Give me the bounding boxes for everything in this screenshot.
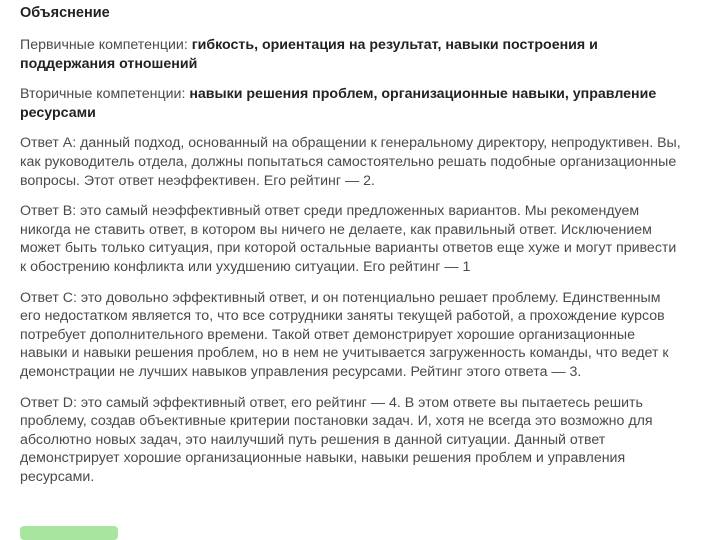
answer-a-text: Ответ А: данный подход, основанный на обращении к генеральному директору, непродуктивен. Вы, как руководитель отдела, должны попытаться самостоятельно решать подобные организационные вопросы. Этот ответ неэффективен. Его рейтинг — 2.: [20, 135, 681, 189]
answer-b-text: Ответ B: это самый неэффективный ответ среди предложенных вариантов. Мы рекомендуем никогда не ставить ответ, в котором вы ничего не делаете, как правильный ответ. Исключением может быть только ситуация, при которой остальные варианты ответов еще хуже и могут привести к обострению конфликта или ухудшению ситуации. Его рейтинг — 1: [20, 203, 677, 275]
answer-d-text: Ответ D: это самый эффективный ответ, его рейтинг — 4. В этом ответе вы пытаетесь решить проблему, создав объективные критерии постановки задач. И, хотя не всегда это возможно для абсолютно новых задач, это наилучший путь решения в данной ситуации. Данный ответ демонстрирует хорошие организационные навыки, навыки решения проблем и управления ресурсами.: [20, 394, 653, 485]
secondary-competencies: [20, 85, 684, 122]
secondary-competencies-value: навыки решения проблем, организационные навыки, управление ресурсами: [20, 86, 657, 121]
explanation-title: Объяснение: [20, 5, 110, 21]
primary-competencies: [20, 36, 684, 73]
explanation-panel: [20, 4, 684, 498]
primary-competencies-value: гибкость, ориентация на результат, навыки построения и поддержания отношений: [20, 37, 598, 72]
next-button[interactable]: [20, 526, 118, 540]
answer-c-text: Ответ C: это довольно эффективный ответ, и он потенциально решает проблему. Единственным его недостатком является то, что все сотрудники заняты текущей работой, а прохождение курсов потребует дополнительного времени. Такой ответ демонстрирует хорошие организационные навыки и навыки решения проблем, но в нем не учитывается загруженность команды, что ведет к демонстрации не лучших навыков управления ресурсами. Рейтинг этого ответа — 3.: [20, 289, 669, 380]
secondary-competencies-label: Вторичные компетенции:: [20, 86, 190, 103]
primary-competencies-label: Первичные компетенции:: [20, 37, 192, 53]
